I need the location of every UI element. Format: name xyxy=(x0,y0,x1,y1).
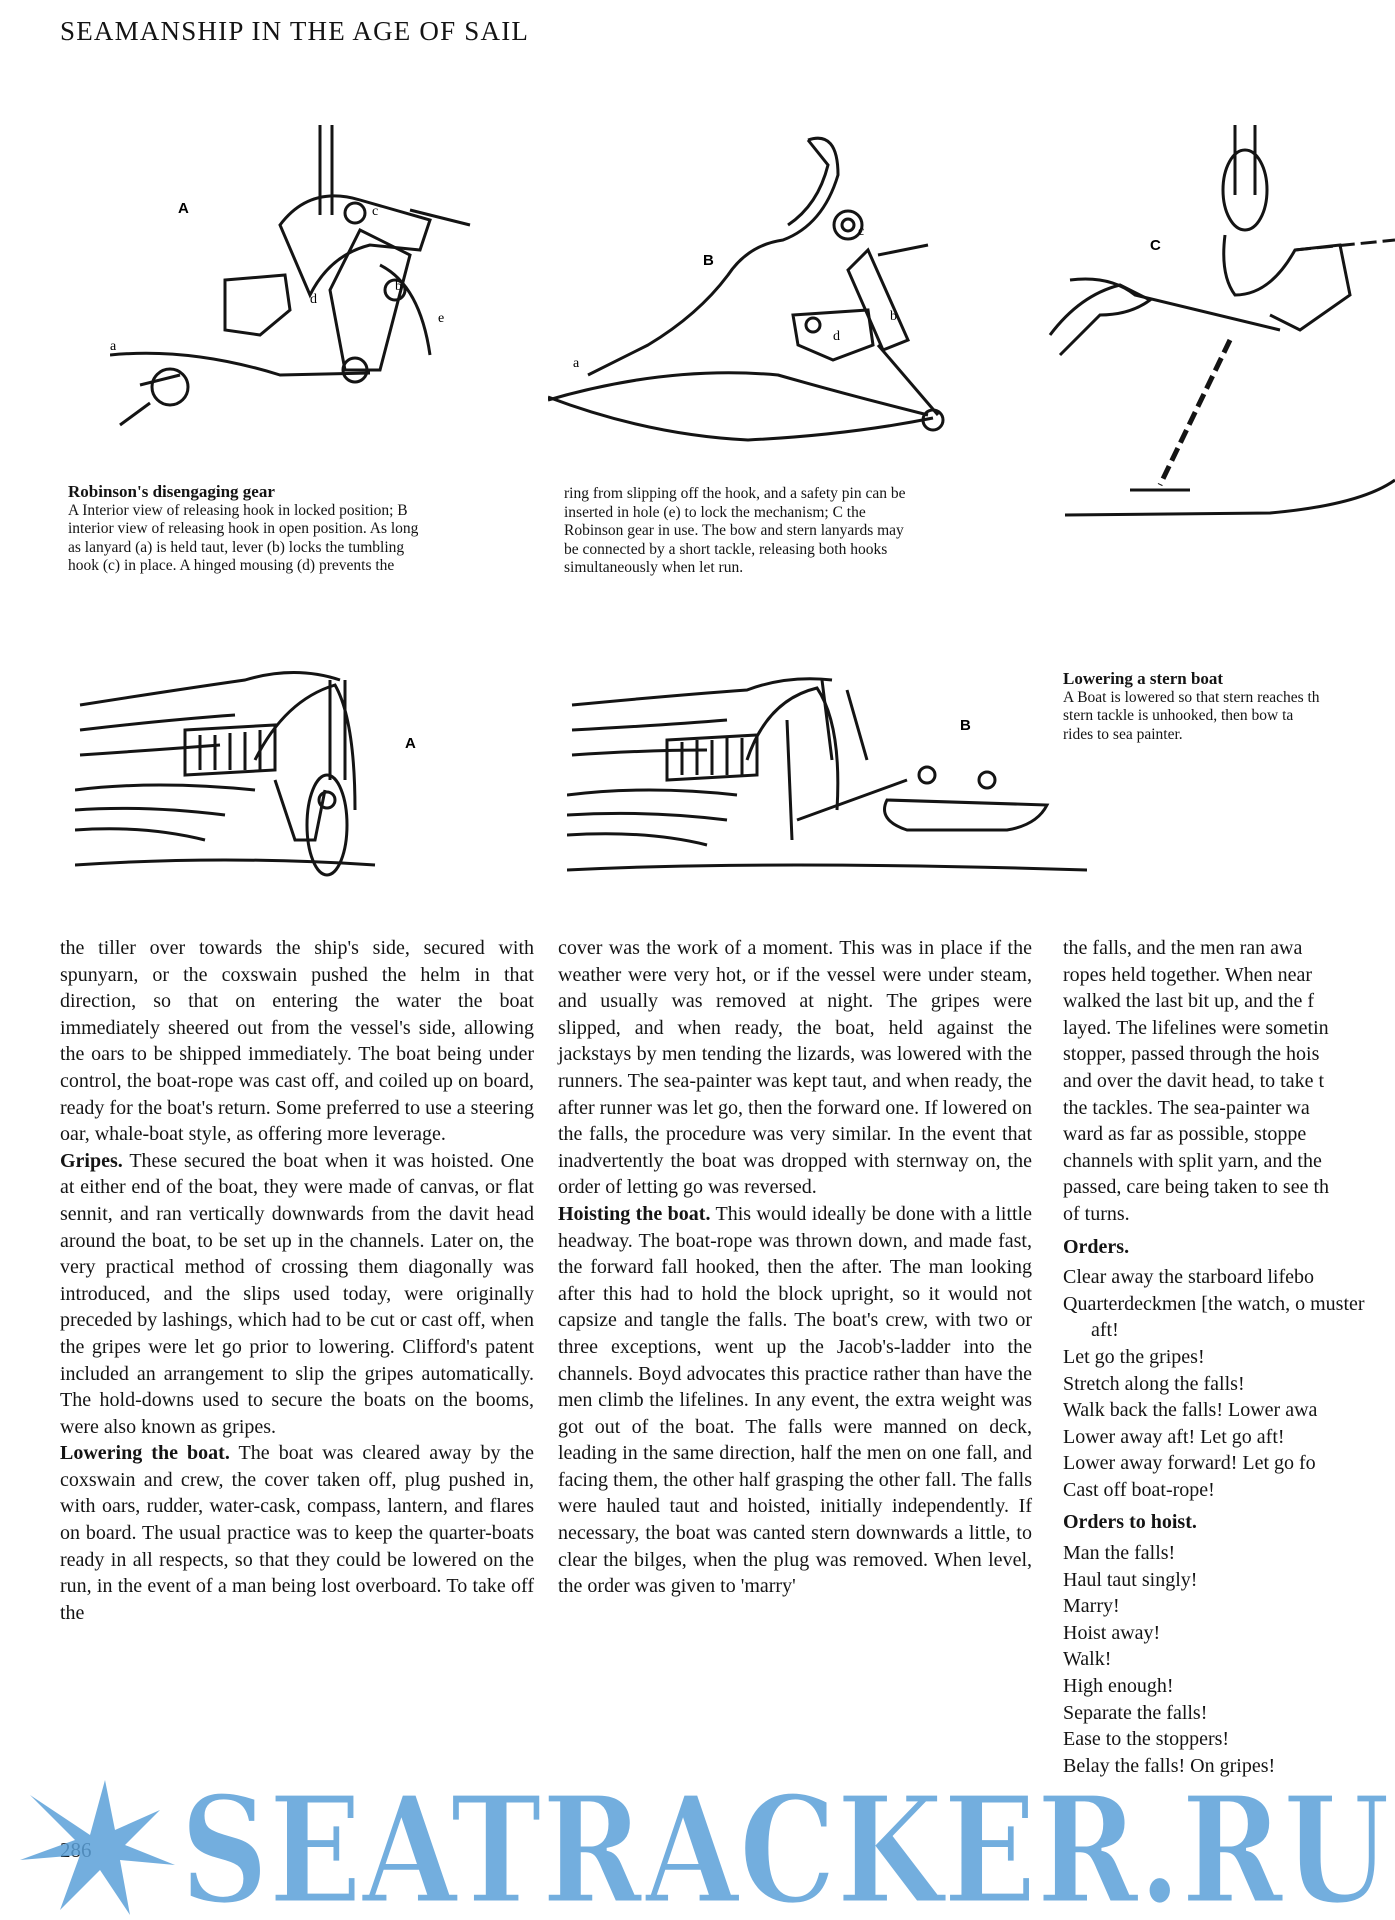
order-item: Clear away the starboard lifebo xyxy=(1063,1266,1315,1289)
fig-label-B: B xyxy=(703,252,714,269)
col3-line: passed, care being taken to see th xyxy=(1063,1176,1330,1199)
caption-stern-title: Lowering a stern boat xyxy=(1063,669,1224,688)
order-item: Stretch along the falls! xyxy=(1063,1372,1245,1395)
text-column-2 xyxy=(558,935,1032,1600)
caption-robinson-left xyxy=(68,483,538,576)
hoist-order-item: Separate the falls! xyxy=(1063,1701,1208,1724)
hoist-order-item: Ease to the stoppers! xyxy=(1063,1728,1230,1751)
fig-label-stern-B: B xyxy=(960,717,971,734)
hoist-order-item: Walk! xyxy=(1063,1648,1112,1671)
order-item: Lower away aft! Let go aft! xyxy=(1063,1425,1285,1448)
watermark-text: SEATRACKER.RU xyxy=(180,1763,1390,1920)
fig-label-C: C xyxy=(1150,237,1161,254)
hoist-order-item: Marry! xyxy=(1063,1595,1120,1618)
order-item: Lower away forward! Let go fo xyxy=(1063,1452,1316,1475)
figure-stern-boat-a xyxy=(75,640,455,885)
order-item: Let go the gripes! xyxy=(1063,1345,1205,1368)
paragraph-text: This would ideally be done with a little headway. The boat-rope was thrown down, and made fast, the forward fall hooked, then the after. The man looking after this had to hold the block upright, so it would not capsize and tangle the falls. The boat's crew, with two or three exceptions, went up the Jacob's-ladder into the channels. Boyd advocates this practice rather than have the men climb the lifelines. In any event, the extra weight was got out of the boat. The falls were manned on deck, leading in the same direction, half the men on one fall, and facing them, the other half grasping the other fall. The falls were hauled taut and hoisted, initially independently. If necessary, the boat was canted stern downwards a little, to clear the bilges, when the plug was removed. When level, the order was given to 'marry' xyxy=(558,1202,1032,1598)
fig-label-d1: d xyxy=(310,292,317,307)
fig-label-d2: d xyxy=(833,329,840,344)
figure-robinson-gear-a xyxy=(110,125,500,430)
run-in-heading-lowering: Lowering the boat. xyxy=(60,1442,230,1465)
paragraph-text: These secured the boat when it was hoisted. One at either end of the boat, they were made of canvas, or flat sennit, and ran vertically downwards from the davit head around the boat, to be set up in the channels. Later on, the very practical method of crossing them diagonally was introduced, and the slips used today, were originally preceded by lashings, which had to be cut or cast off, when the gripes were let go prior to lowering. Clifford's patent included an arrangement to slip the gripes automatically. The hold-downs used to secure the boats on the booms, were also known as gripes. xyxy=(60,1149,534,1438)
hoist-order-item: High enough! xyxy=(1063,1675,1174,1698)
col3-line: and over the davit head, to take t xyxy=(1063,1069,1325,1092)
paragraph-hoisting xyxy=(558,1201,1032,1600)
running-head: SEAMANSHIP IN THE AGE OF SAIL xyxy=(60,16,530,46)
caption-line: A Interior view of releasing hook in locked position; B xyxy=(68,501,408,519)
fig-label-b1: b xyxy=(395,279,402,294)
col3-line: ward as far as possible, stoppe xyxy=(1063,1123,1307,1146)
col3-line: the tackles. The sea-painter wa xyxy=(1063,1096,1310,1119)
caption-line: simultaneously when let run. xyxy=(564,559,744,576)
watermark-star-icon xyxy=(20,1780,175,1915)
caption-stern-boat xyxy=(1063,670,1395,744)
col3-line: of turns. xyxy=(1063,1202,1130,1225)
paragraph-gripes xyxy=(60,1148,534,1441)
order-item: Cast off boat-rope! xyxy=(1063,1478,1215,1501)
figure-robinson-gear-b xyxy=(548,135,968,455)
fig-label-c1: c xyxy=(372,204,379,219)
hoist-order-item: Man the falls! xyxy=(1063,1542,1176,1565)
watermark xyxy=(0,1740,1395,1920)
fig-label-c2: c xyxy=(858,224,865,239)
orders-to-hoist-heading: Orders to hoist. xyxy=(1063,1511,1197,1534)
col3-line: channels with split yarn, and the xyxy=(1063,1149,1322,1172)
caption-robinson-right xyxy=(564,485,1039,578)
run-in-heading-hoisting: Hoisting the boat. xyxy=(558,1202,711,1225)
fig-label-e1: e xyxy=(438,311,445,326)
hoist-order-item: Haul taut singly! xyxy=(1063,1568,1198,1591)
paragraph-text: The boat was cleared away by the coxswain and crew, the cover taken off, plug pushed in, with oars, rudder, water-cask, compass, lantern, and flares on board. The usual practice was to keep the quarter-boats ready in all respects, so that they could be lowered on the run, in the event of a man being lost overboard. To take off the xyxy=(60,1442,534,1624)
fig-label-a1: a xyxy=(110,339,117,354)
hoist-order-item: Belay the falls! On gripes! xyxy=(1063,1754,1276,1777)
orders-list xyxy=(1063,1264,1395,1503)
caption-line: hook (c) in place. A hinged mousing (d) prevents the xyxy=(68,557,395,574)
fig-label-a2: a xyxy=(573,356,580,371)
fig-label-b2: b xyxy=(890,309,897,324)
caption-line: interior view of releasing hook in open position. As long xyxy=(68,520,419,537)
figure-robinson-gear-c xyxy=(1040,125,1395,525)
caption-line: A Boat is lowered so that stern reaches th xyxy=(1063,688,1320,706)
caption-line: be connected by a short tackle, releasing both hooks xyxy=(564,540,888,558)
col3-line: walked the last bit up, and the f xyxy=(1063,990,1315,1013)
paragraph-lowering xyxy=(60,1440,534,1626)
orders-heading: Orders. xyxy=(1063,1235,1130,1258)
run-in-heading-gripes: Gripes. xyxy=(60,1149,123,1172)
paragraph: cover was the work of a moment. This was in place if the weather were very hot, or if the vessel were under steam, and usually was removed at night. The gripes were slipped, and when ready, the boat, held against the jackstays by men tending the lizards, was lowered with the runners. The sea-painter was kept taut, and when ready, the after runner was let go, then the forward one. If lowered on the falls, the procedure was very similar. In the event that inadvertently the boat was dropped with sternway on, the order of letting go was reversed. xyxy=(558,937,1032,1199)
hoist-order-item: Hoist away! xyxy=(1063,1621,1161,1644)
caption-line: as lanyard (a) is held taut, lever (b) locks the tumbling xyxy=(68,538,405,556)
paragraph: the tiller over towards the ship's side, secured with spunyarn, or the coxswain pushed the helm in that direction, so that on entering the water the boat immediately sheered out from the vessel's side, allowing the oars to be shipped immediately. The boat being under control, the boat-rope was cast off, and coiled up on board, ready for the boat's return. Some preferred to use a steering oar, whale-boat style, as offering more leverage. xyxy=(60,937,534,1146)
text-column-3 xyxy=(1063,935,1395,1779)
col3-line: stopper, passed through the hois xyxy=(1063,1043,1320,1066)
col3-line: the falls, and the men ran awa xyxy=(1063,937,1303,959)
caption-line: stern tackle is unhooked, then bow ta xyxy=(1063,707,1294,724)
order-item: Quarterdeckmen [the watch, o muster aft! xyxy=(1063,1292,1365,1342)
order-item: Walk back the falls! Lower awa xyxy=(1063,1399,1318,1422)
caption-line: Robinson gear in use. The bow and stern lanyards may xyxy=(564,522,904,539)
fig-label-A: A xyxy=(178,200,189,217)
caption-line: rides to sea painter. xyxy=(1063,725,1183,743)
figure-stern-boat-b xyxy=(567,650,1087,890)
caption-robinson-title: Robinson's disengaging gear xyxy=(68,482,275,501)
col3-line: layed. The lifelines were sometin xyxy=(1063,1016,1329,1039)
caption-line: inserted in hole (e) to lock the mechanism; C the xyxy=(564,503,866,521)
caption-line: ring from slipping off the hook, and a safety pin can be xyxy=(564,485,906,502)
col3-line: ropes held together. When near xyxy=(1063,963,1312,986)
text-column-1 xyxy=(60,935,534,1626)
fig-label-stern-A: A xyxy=(405,735,416,752)
